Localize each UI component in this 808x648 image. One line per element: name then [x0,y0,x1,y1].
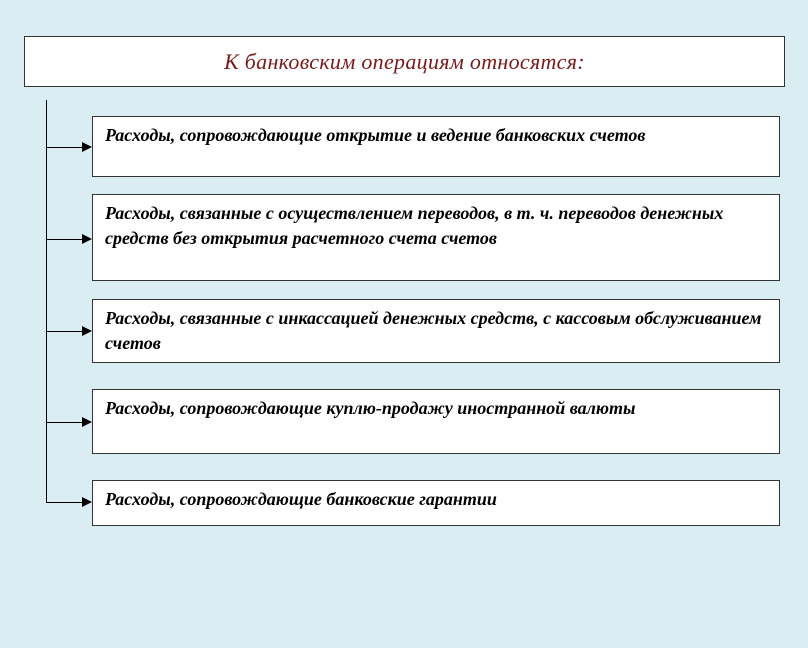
category-text: Расходы, сопровождающие куплю-продажу иностранной валюты [105,398,636,418]
connector-arrow-4 [46,422,83,423]
category-box-1 [92,116,780,177]
connector-arrow-1 [46,147,83,148]
category-box-3 [92,299,780,363]
connector-arrow-2 [46,239,83,240]
diagram-title-box [24,36,785,87]
category-text: Расходы, связанные с осуществлением переводов, в т. ч. переводов денежных средств без открытия расчетного счета счетов [105,203,724,248]
category-text: Расходы, связанные с инкассацией денежных средств, с кассовым обслуживанием счетов [105,308,762,353]
category-box-2 [92,194,780,281]
connector-spine [46,100,47,502]
diagram-title: К банковским операциям относятся: [224,48,585,74]
category-box-5 [92,480,780,526]
category-text: Расходы, сопровождающие открытие и ведение банковских счетов [105,125,646,145]
connector-arrow-5 [46,502,83,503]
category-box-4 [92,389,780,454]
connector-arrow-3 [46,331,83,332]
category-text: Расходы, сопровождающие банковские гарантии [105,489,497,509]
